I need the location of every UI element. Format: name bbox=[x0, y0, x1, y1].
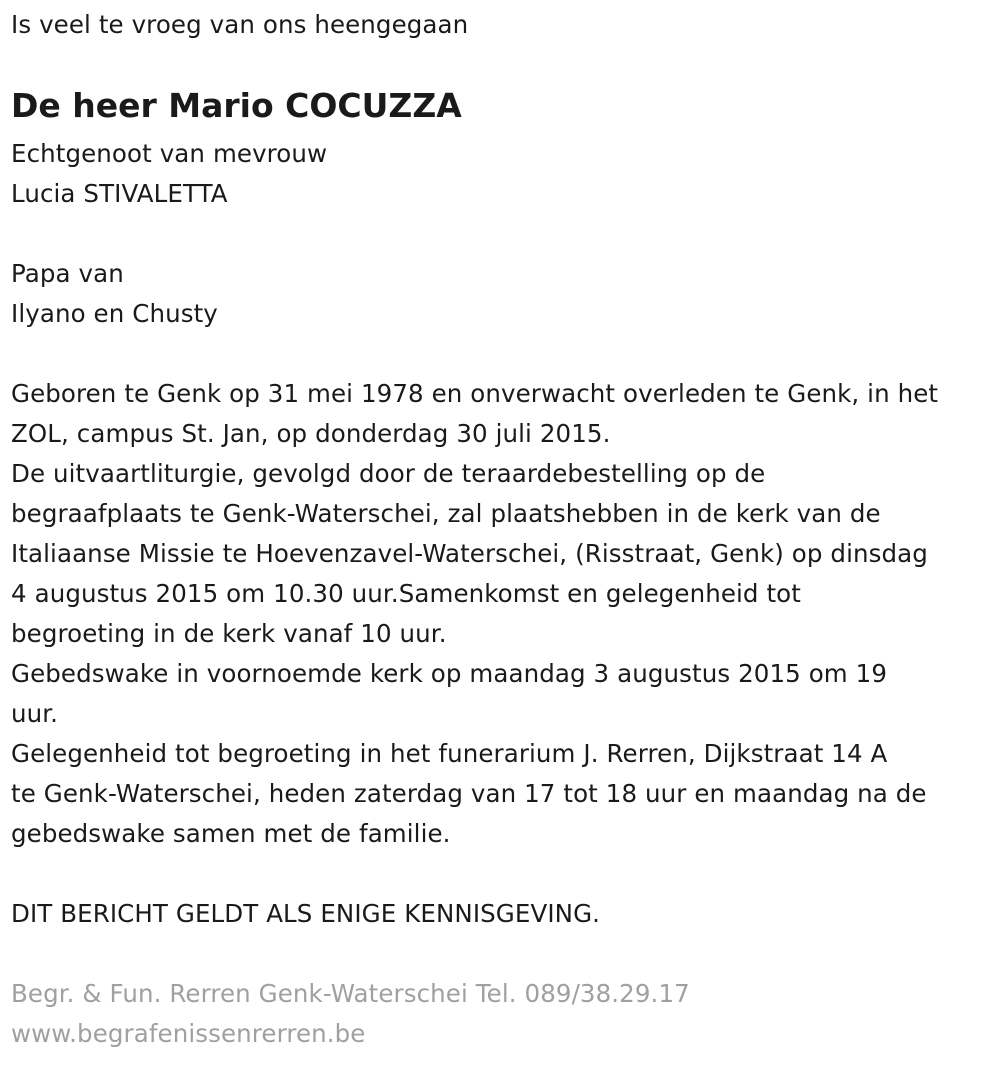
body-line: gebedswake samen met de familie. bbox=[11, 819, 451, 848]
body-line: Gelegenheid tot begroeting in het funerarium J. Rerren, Dijkstraat 14 A bbox=[11, 739, 888, 768]
deceased-name: De heer Mario COCUZZA bbox=[11, 86, 462, 125]
body-line: begraafplaats te Genk-Waterschei, zal plaatshebben in de kerk van de bbox=[11, 499, 881, 528]
intro-text: Is veel te vroeg van ons heengegaan bbox=[11, 10, 469, 39]
body-line: uur. bbox=[11, 699, 59, 728]
spouse-name: Lucia STIVALETTA bbox=[11, 179, 228, 208]
body-line: De uitvaartliturgie, gevolgd door de teraardebestelling op de bbox=[11, 459, 766, 488]
body-line: te Genk-Waterschei, heden zaterdag van 17 tot 18 uur en maandag na de bbox=[11, 779, 927, 808]
body-line: begroeting in de kerk vanaf 10 uur. bbox=[11, 619, 447, 648]
body-line: Gebedswake in voornoemde kerk op maandag 3 augustus 2015 om 19 bbox=[11, 659, 888, 688]
children-names: Ilyano en Chusty bbox=[11, 299, 218, 328]
spouse-label: Echtgenoot van mevrouw bbox=[11, 139, 328, 168]
body-line: Geboren te Genk op 31 mei 1978 en onverwacht overleden te Genk, in het bbox=[11, 379, 939, 408]
body-line: Italiaanse Missie te Hoevenzavel-Waterschei, (Risstraat, Genk) op dinsdag bbox=[11, 539, 928, 568]
body-line: 4 augustus 2015 om 10.30 uur.Samenkomst en gelegenheid tot bbox=[11, 579, 801, 608]
body-line: ZOL, campus St. Jan, op donderdag 30 juli 2015. bbox=[11, 419, 611, 448]
funeral-home-website: www.begrafenissenrerren.be bbox=[11, 1019, 366, 1048]
children-label: Papa van bbox=[11, 259, 124, 288]
funeral-home-contact: Begr. & Fun. Rerren Genk-Waterschei Tel. 089/38.29.17 bbox=[11, 979, 690, 1008]
notice-text: DIT BERICHT GELDT ALS ENIGE KENNISGEVING. bbox=[11, 899, 601, 928]
